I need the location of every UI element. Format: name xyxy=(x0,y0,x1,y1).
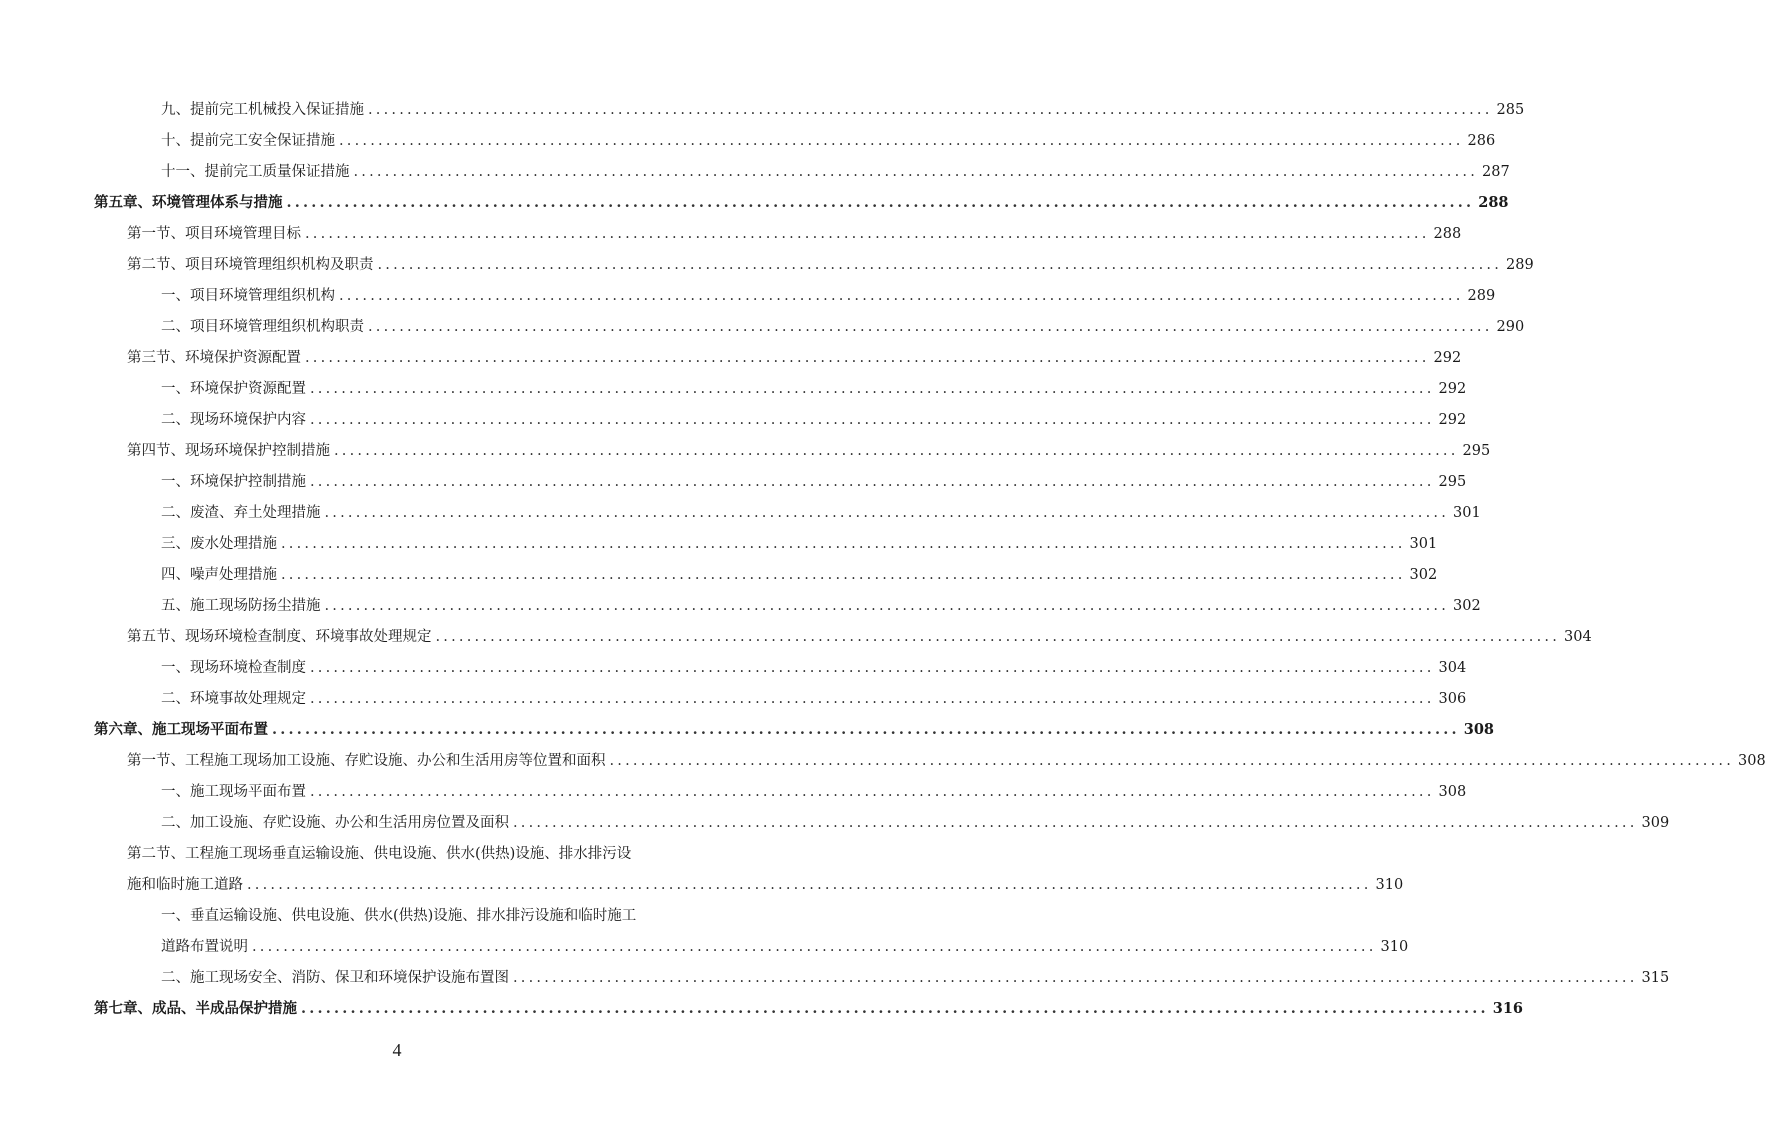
toc-entry-page: 285 xyxy=(1496,102,1525,118)
toc-leader-dots: ................................................................................................................................................ xyxy=(324,505,1450,521)
toc-entry-page: 308 xyxy=(1738,753,1766,769)
toc-entry-page: 290 xyxy=(1496,319,1525,335)
toc-entry-label: 第七章、成品、半成品保护措施 xyxy=(94,1000,297,1017)
toc-entry-page: 286 xyxy=(1467,133,1496,149)
toc-entry-page: 288 xyxy=(1478,194,1509,211)
toc-entry-label: 一、环境保护控制措施 xyxy=(161,474,306,490)
toc-entry-label: 第六章、施工现场平面布置 xyxy=(94,721,268,738)
toc-entry-page: 310 xyxy=(1380,939,1409,955)
toc-entry-page: 288 xyxy=(1433,226,1462,242)
toc-entry-page: 302 xyxy=(1453,598,1481,614)
toc-entry-label: 三、废水处理措施 xyxy=(161,536,277,552)
toc-chapter-entry[interactable] xyxy=(94,709,1495,740)
toc-entry-line-2[interactable] xyxy=(161,926,1409,957)
toc-entry-label: 十一、提前完工质量保证措施 xyxy=(161,164,350,180)
toc-leader-dots: ................................................................................................................................................ xyxy=(272,721,1460,738)
toc-entry[interactable] xyxy=(161,492,1481,523)
toc-leader-dots: ................................................................................................................................................ xyxy=(310,474,1435,490)
toc-entry-page: 310 xyxy=(1375,877,1404,893)
toc-entry[interactable] xyxy=(161,368,1467,399)
toc-leader-dots: ................................................................................................................................................ xyxy=(339,133,1464,149)
toc-entry-page: 301 xyxy=(1409,536,1438,552)
toc-entry-page: 301 xyxy=(1453,505,1481,521)
toc-leader-dots: ................................................................................................................................................ xyxy=(353,164,1479,180)
toc-entry-label: 一、施工现场平面布置 xyxy=(161,784,306,800)
toc-entry[interactable] xyxy=(161,678,1467,709)
toc-entry[interactable] xyxy=(161,120,1496,151)
toc-entry-page: 302 xyxy=(1409,567,1438,583)
toc-entry-page: 289 xyxy=(1506,257,1534,273)
toc-entry[interactable] xyxy=(127,337,1462,368)
toc-leader-dots: ................................................................................................................................................ xyxy=(301,1000,1489,1017)
toc-entry[interactable] xyxy=(161,461,1467,492)
toc-entry-label: 二、加工设施、存贮设施、办公和生活用房位置及面积 xyxy=(161,815,509,831)
toc-leader-dots: ................................................................................................................................................ xyxy=(435,629,1561,645)
toc-leader-dots: ................................................................................................................................................ xyxy=(513,970,1638,986)
toc-leader-dots: ................................................................................................................................................ xyxy=(310,381,1435,397)
toc-entry-label: 一、垂直运输设施、供电设施、供水(供热)设施、排水排污设施和临时施工 xyxy=(161,908,637,924)
toc-leader-dots: ................................................................................................................................................ xyxy=(324,598,1450,614)
toc-entry-label: 第三节、环境保护资源配置 xyxy=(127,350,301,366)
toc-leader-dots: ................................................................................................................................................ xyxy=(377,257,1503,273)
toc-entry-page: 292 xyxy=(1438,412,1467,428)
toc-entry[interactable] xyxy=(161,802,1670,833)
toc-entry-label: 一、现场环境检查制度 xyxy=(161,660,306,676)
toc-entry-label: 第一节、项目环境管理目标 xyxy=(127,226,301,242)
toc-entry[interactable] xyxy=(161,306,1525,337)
toc-entry[interactable] xyxy=(161,151,1510,182)
toc-entry-page: 295 xyxy=(1462,443,1491,459)
toc-entry[interactable] xyxy=(161,647,1467,678)
toc-entry-page: 295 xyxy=(1438,474,1467,490)
toc-leader-dots: ................................................................................................................................................ xyxy=(310,784,1435,800)
toc-entry-label: 道路布置说明 xyxy=(161,939,248,955)
toc-entry-page: 287 xyxy=(1482,164,1510,180)
toc-entry[interactable] xyxy=(161,523,1438,554)
toc-entry[interactable] xyxy=(127,616,1592,647)
toc-entry-label: 一、项目环境管理组织机构 xyxy=(161,288,335,304)
toc-entry-page: 304 xyxy=(1438,660,1467,676)
toc-entry-label: 施和临时施工道路 xyxy=(127,877,243,893)
toc-leader-dots: ................................................................................................................................................ xyxy=(252,939,1377,955)
page-number: 4 xyxy=(392,1040,402,1060)
toc-leader-dots: ................................................................................................................................................ xyxy=(247,877,1372,893)
toc-entry-page: 309 xyxy=(1641,815,1670,831)
toc-leader-dots: ................................................................................................................................................ xyxy=(310,412,1435,428)
toc-entry-page: 304 xyxy=(1564,629,1592,645)
toc-leader-dots: ................................................................................................................................................ xyxy=(281,567,1406,583)
toc-entry-line-1[interactable] xyxy=(161,895,701,926)
toc-entry-page: 316 xyxy=(1492,1000,1524,1017)
toc-entry-label: 二、现场环境保护内容 xyxy=(161,412,306,428)
toc-leader-dots: ................................................................................................................................................ xyxy=(609,753,1735,769)
toc-entry-page: 315 xyxy=(1641,970,1670,986)
toc-entry-label: 四、噪声处理措施 xyxy=(161,567,277,583)
toc-entry[interactable] xyxy=(127,740,1766,771)
toc-entry[interactable] xyxy=(127,244,1534,275)
toc-entry[interactable] xyxy=(127,430,1491,461)
toc-entry-label: 二、项目环境管理组织机构职责 xyxy=(161,319,364,335)
toc-entry[interactable] xyxy=(161,771,1467,802)
toc-chapter-entry[interactable] xyxy=(94,182,1509,213)
toc-entry[interactable] xyxy=(161,89,1525,120)
toc-entry-label: 第五章、环境管理体系与措施 xyxy=(94,194,283,211)
toc-leader-dots: ................................................................................................................................................ xyxy=(310,660,1435,676)
toc-leader-dots: ................................................................................................................................................ xyxy=(513,815,1638,831)
toc-entry-label: 五、施工现场防扬尘措施 xyxy=(161,598,321,614)
toc-entry-label: 一、环境保护资源配置 xyxy=(161,381,306,397)
toc-leader-dots: ................................................................................................................................................ xyxy=(305,350,1430,366)
toc-entry[interactable] xyxy=(161,957,1670,988)
toc-entry-label: 第五节、现场环境检查制度、环境事故处理规定 xyxy=(127,629,432,645)
toc-leader-dots: ................................................................................................................................................ xyxy=(281,536,1406,552)
toc-entry[interactable] xyxy=(161,399,1467,430)
toc-entry-label: 第二节、项目环境管理组织机构及职责 xyxy=(127,257,374,273)
toc-entry-page: 306 xyxy=(1438,691,1467,707)
toc-entry-line-1[interactable] xyxy=(127,833,701,864)
toc-leader-dots: ................................................................................................................................................ xyxy=(334,443,1459,459)
toc-entry-page: 289 xyxy=(1467,288,1496,304)
toc-entry[interactable] xyxy=(161,554,1438,585)
toc-entry-label: 二、废渣、弃土处理措施 xyxy=(161,505,321,521)
toc-entry-label: 十、提前完工安全保证措施 xyxy=(161,133,335,149)
toc-entry-page: 292 xyxy=(1438,381,1467,397)
toc-leader-dots: ................................................................................................................................................ xyxy=(286,194,1475,211)
toc-entry[interactable] xyxy=(161,275,1496,306)
toc-entry-label: 第四节、现场环境保护控制措施 xyxy=(127,443,330,459)
toc-leader-dots: ................................................................................................................................................ xyxy=(368,102,1493,118)
toc-entry-page: 308 xyxy=(1463,721,1495,738)
toc-entry-label: 第一节、工程施工现场加工设施、存贮设施、办公和生活用房等位置和面积 xyxy=(127,753,606,769)
toc-leader-dots: ................................................................................................................................................ xyxy=(368,319,1493,335)
toc-entry-page: 308 xyxy=(1438,784,1467,800)
toc-entry-label: 二、施工现场安全、消防、保卫和环境保护设施布置图 xyxy=(161,970,509,986)
toc-entry[interactable] xyxy=(127,213,1462,244)
toc-leader-dots: ................................................................................................................................................ xyxy=(339,288,1464,304)
toc-entry[interactable] xyxy=(161,585,1481,616)
toc-entry-page: 292 xyxy=(1433,350,1462,366)
toc-chapter-entry[interactable] xyxy=(94,988,1524,1019)
toc-entry-label: 第二节、工程施工现场垂直运输设施、供电设施、供水(供热)设施、排水排污设 xyxy=(127,846,632,862)
toc-entry-line-2[interactable] xyxy=(127,864,1404,895)
toc-entry-label: 二、环境事故处理规定 xyxy=(161,691,306,707)
toc-entry-label: 九、提前完工机械投入保证措施 xyxy=(161,102,364,118)
toc-leader-dots: ................................................................................................................................................ xyxy=(305,226,1430,242)
toc-leader-dots: ................................................................................................................................................ xyxy=(310,691,1435,707)
